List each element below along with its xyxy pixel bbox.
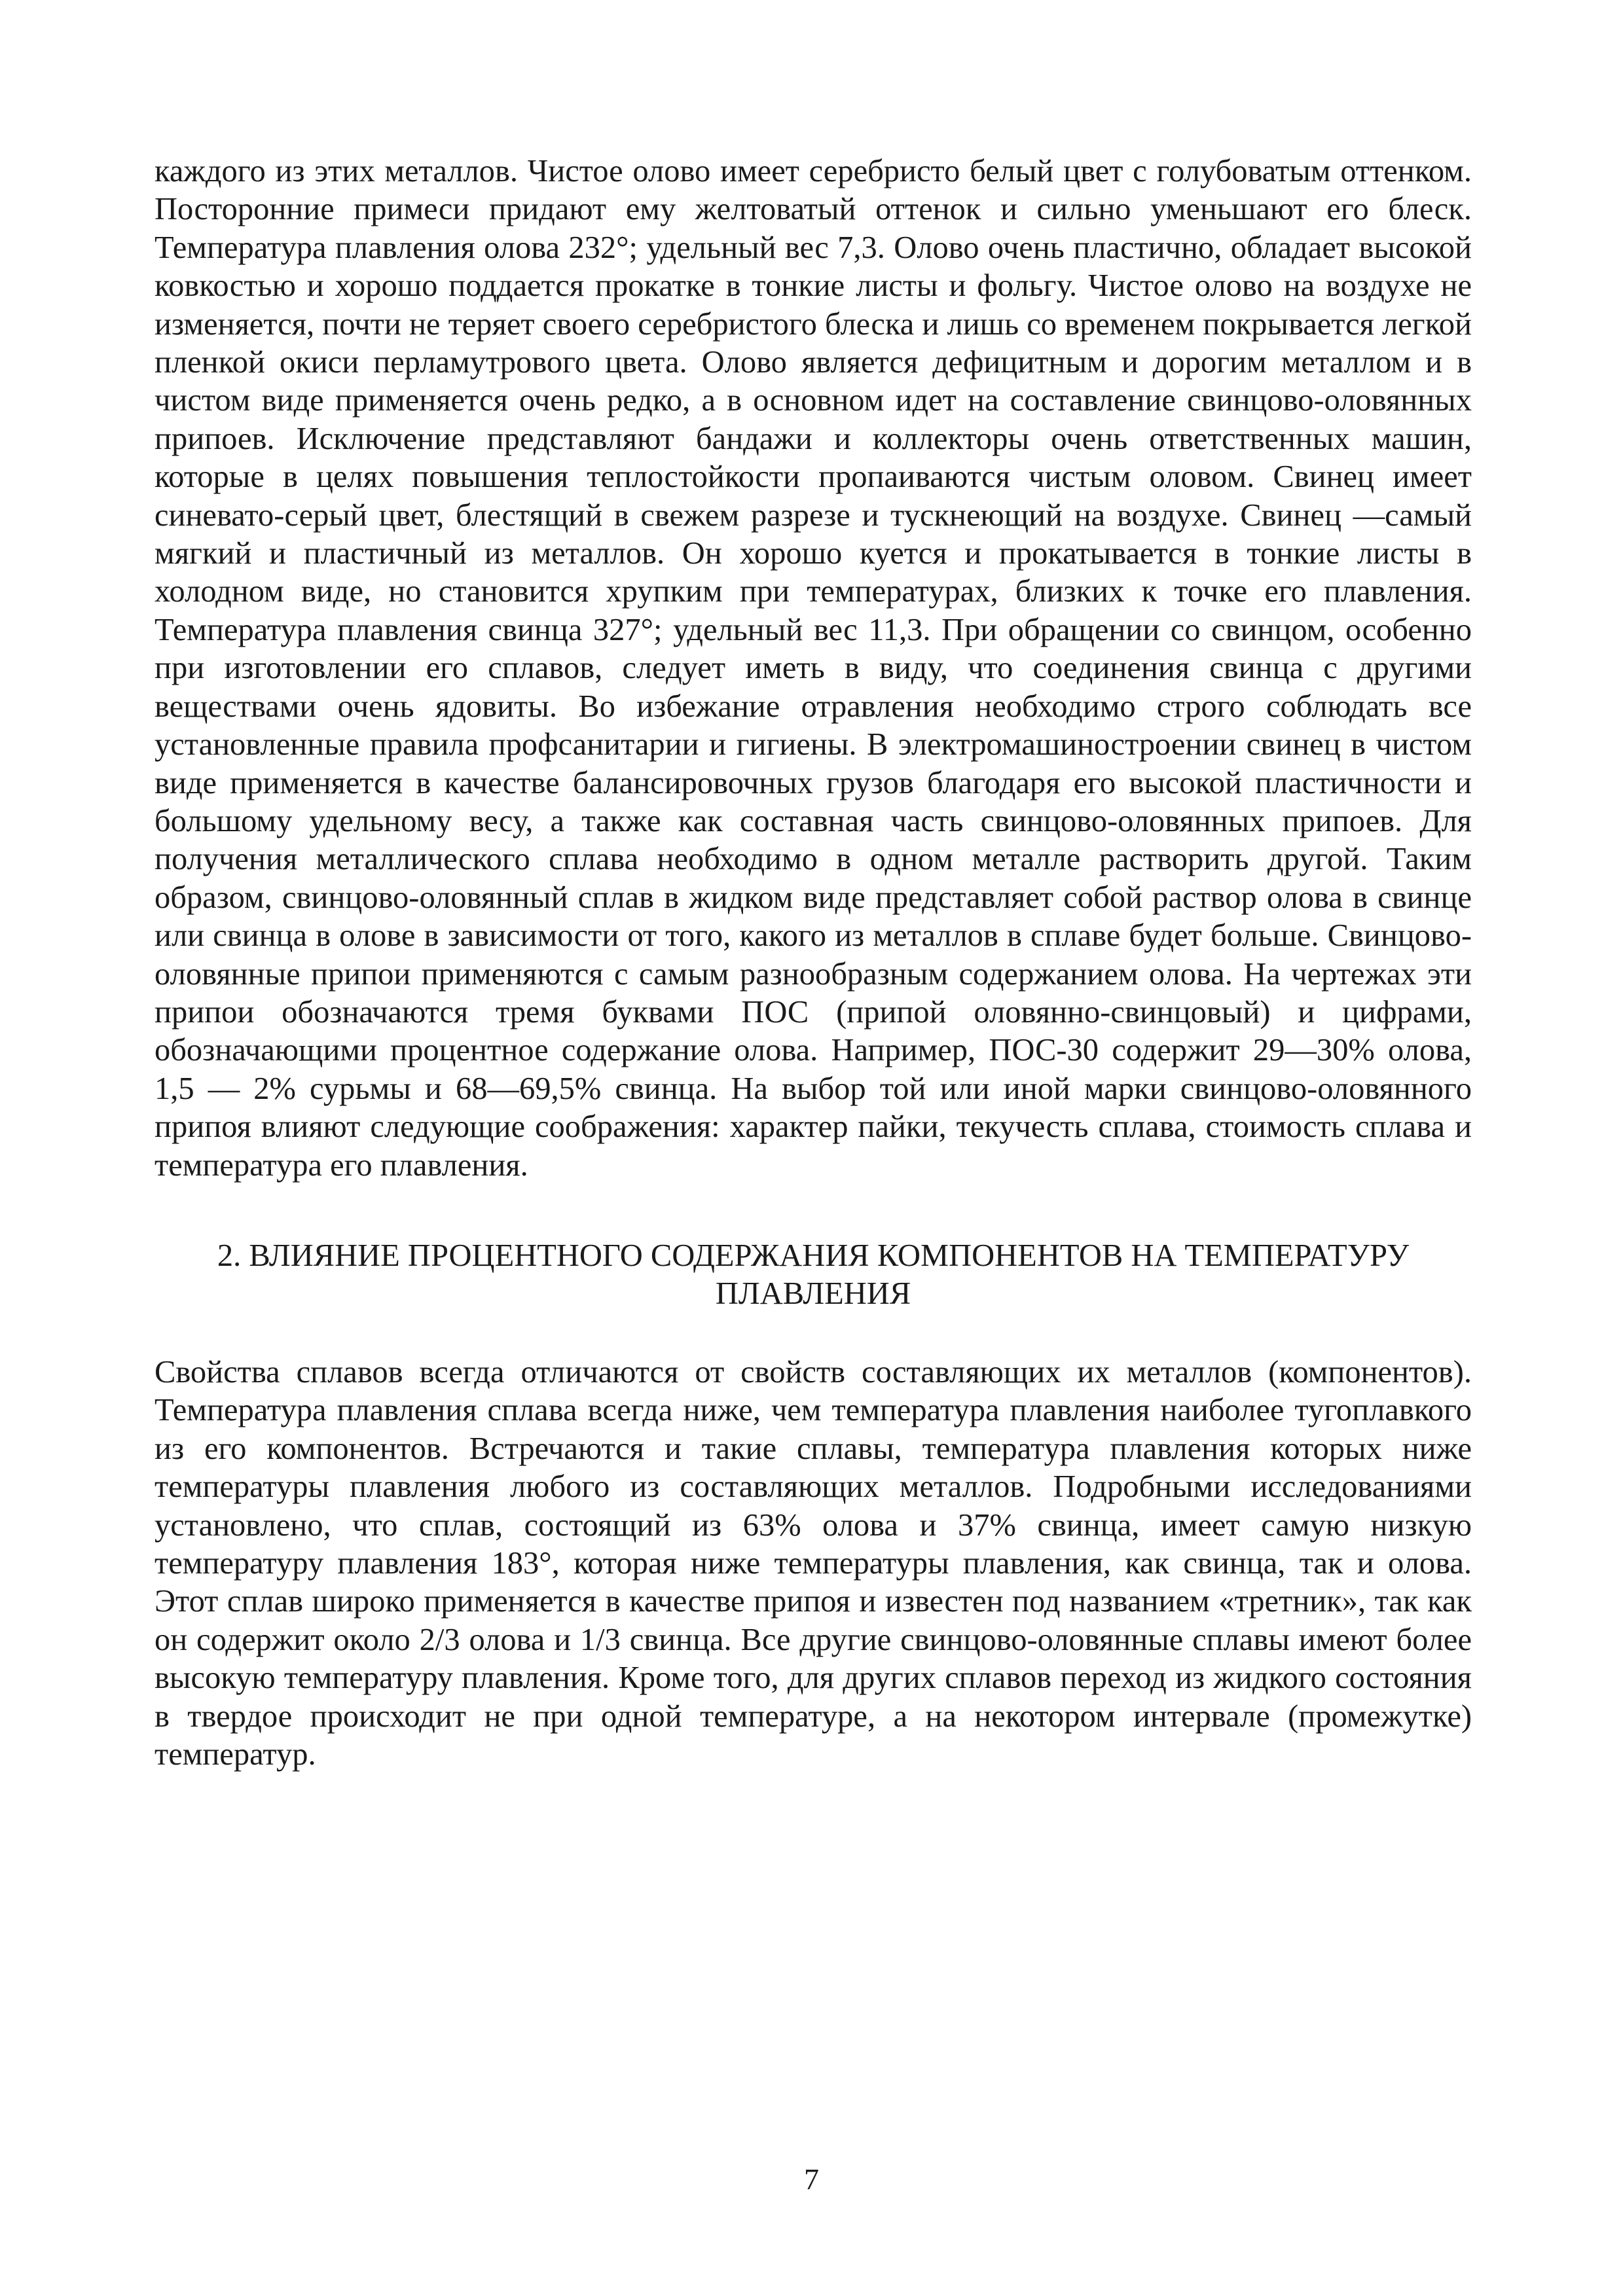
section-heading: 2. ВЛИЯНИЕ ПРОЦЕНТНОГО СОДЕРЖАНИЯ КОМПОНЕНТОВ НА ТЕМПЕРАТУРУ ПЛАВЛЕНИЯ xyxy=(217,1238,1410,1311)
body-paragraph-tin-lead-properties: каждого из этих металлов. Чистое олово имеет серебристо белый цвет с голубоватым оттенком. Посторонние примеси придают ему желтоватый оттенок и сильно уменьшают его блеск. Температура плавления олова 232°; удельный вес 7,3. Олово очень пластично, обладает высокой ковкостью и хорошо поддается прокатке в тонкие листы и фольгу. Чистое олово на воздухе не изменяется, почти не теряет своего серебристого блеска и лишь со временем покрывается легкой пленкой окиси перламутрового цвета. Олово является дефицитным и дорогим металлом и в чистом виде применяется очень редко, а в основном идет на составление свинцово-оловянных припоев. Исключение представляют бандажи и коллекторы очень ответственных машин, которые в целях повышения теплостойкости пропаиваются чистым оловом. Свинец имеет синевато-серый цвет, блестящий в свежем разрезе и тускнеющий на воздухе. Свинец —самый мягкий и пластичный из металлов. Он хорошо куется и прокатывается в тонкие листы в холодном виде, но становится хрупким при температурах, близких к точке его плавления. Температура плавления свинца 327°; удельный вес 11,3. При обращении со свинцом, особенно при изготовлении его сплавов, следует иметь в виду, что соединения свинца с другими веществами очень ядовиты. Во избежание отравления необходимо строго соблюдать все установленные правила профсанитарии и гигиены. В электромашиностроении свинец в чистом виде применяется в качестве балансировочных грузов благодаря его высокой пластичности и большому удельному весу, а также как составная часть свинцово-оловянных припоев. Для получения металлического сплава необходимо в одном металле растворить другой. Таким образом, свинцово-оловянный сплав в жидком виде представляет собой раствор олова в свинце или свинца в олове в зависимости от того, какого из металлов в сплаве будет больше. Свинцово-оловянные припои применяются с самым разнообразным содержанием олова. На чертежах эти припои обозначаются тремя буквами ПОС (припой оловянно-свинцовый) и цифрами, обозначающими процентное содержание олова. Например, ПОС-30 содержит 29—30% олова, 1,5 — 2% сурьмы и 68—69,5% свинца. На выбор той или иной марки свинцово-оловянного припоя влияют следующие соображения: характер пайки, текучесть сплава, стоимость сплава и температура его плавления. xyxy=(155,154,1472,1183)
body-paragraph-alloy-melting: Свойства сплавов всегда отличаются от свойств составляющих их металлов (компонентов). Температура плавления сплава всегда ниже, чем температура плавления наиболее тугоплавкого из его компонентов. Встречаются и такие сплавы, температура плавления которых ниже температуры плавления любого из составляющих металлов. Подробными исследованиями установлено, что сплав, состоящий из 63% олова и 37% свинца, имеет самую низкую температуру плавления 183°, которая ниже температуры плавления, как свинца, так и олова. Этот сплав широко применяется в качестве припоя и известен под названием «третник», так как он содержит около 2/3 олова и 1/3 свинца. Все другие свинцово-оловянные сплавы имеют более высокую температуру плавления. Кроме того, для других сплавов переход из жидкого состояния в твердое происходит не при одной температуре, а на некотором интервале (промежутке) температур. xyxy=(155,1355,1472,1772)
page-number: 7 xyxy=(804,2162,819,2196)
